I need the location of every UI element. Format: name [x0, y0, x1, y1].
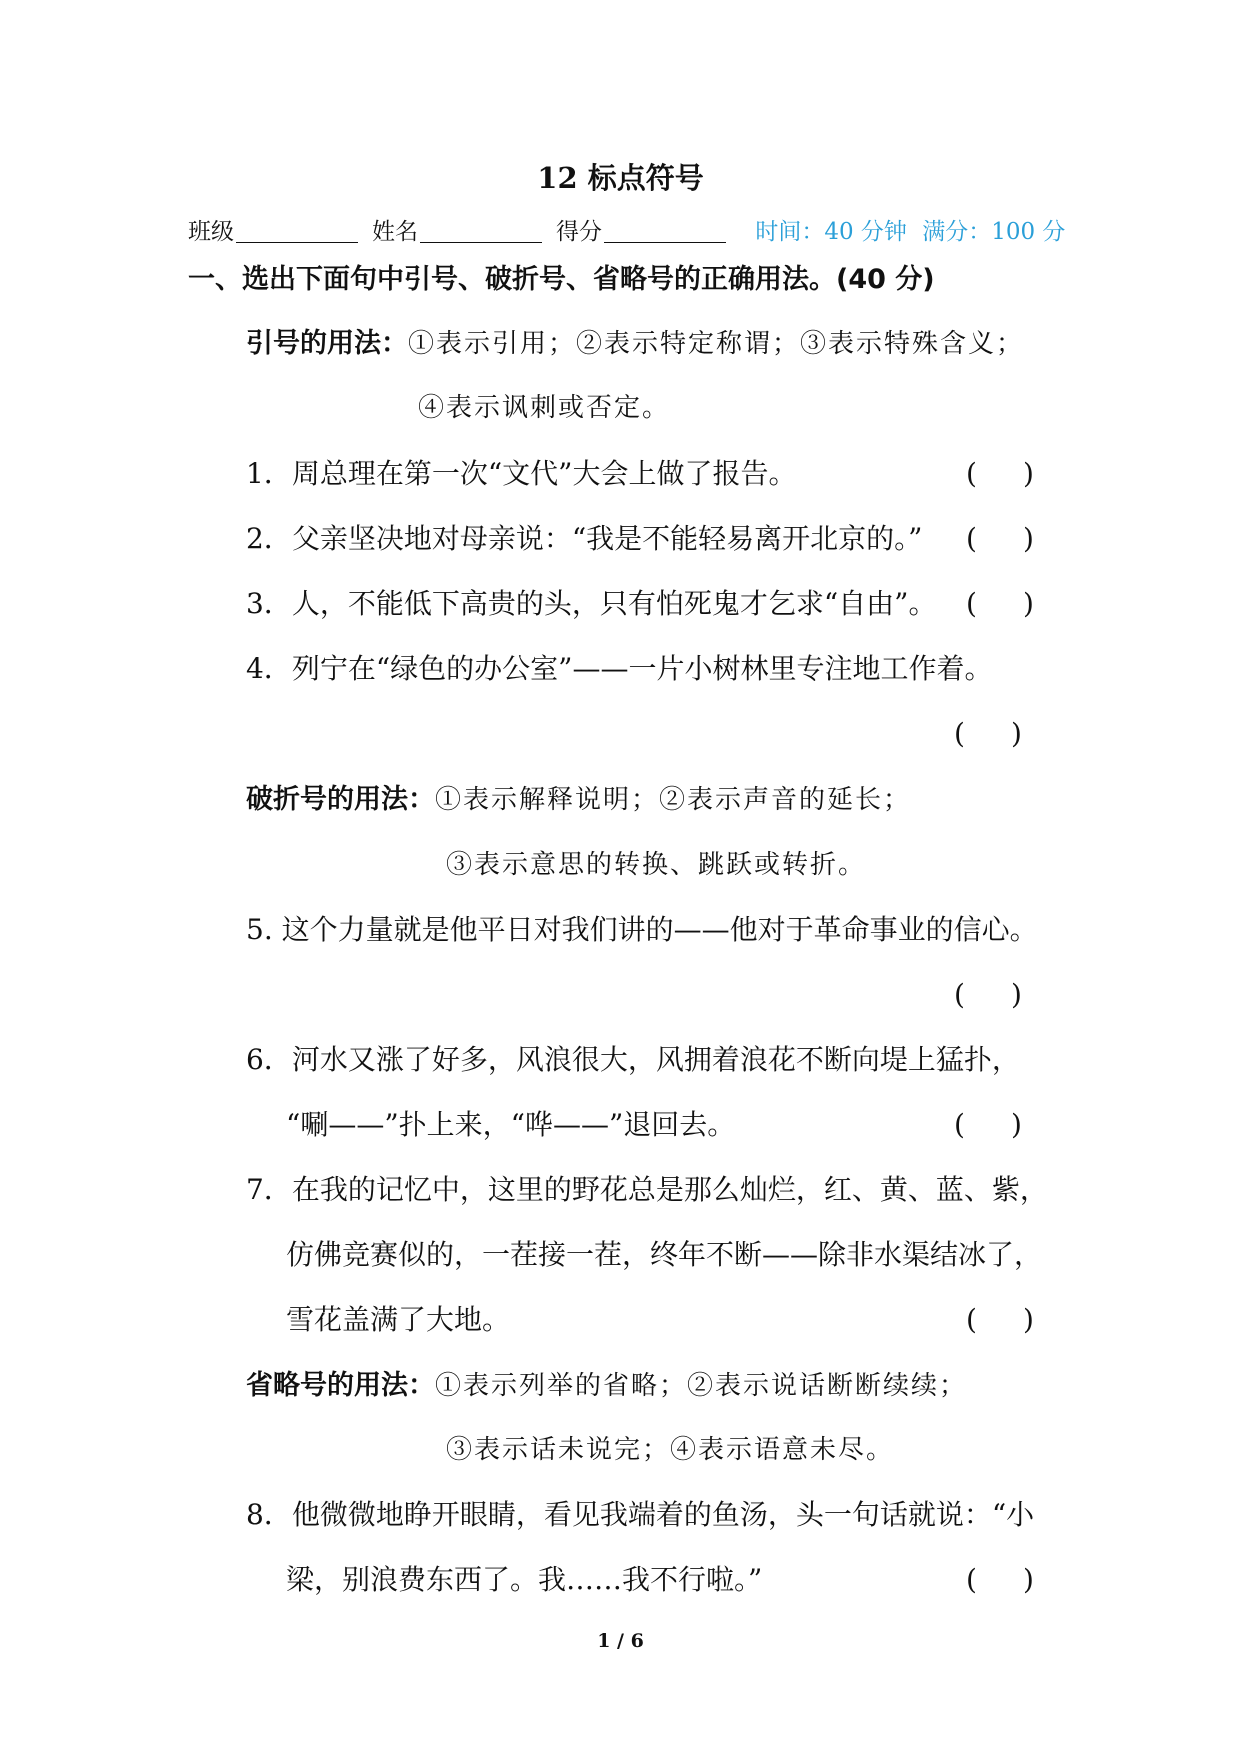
answer-blank-5[interactable]: ( ) [954, 978, 1022, 1011]
time-text: 时间：40 分钟 [755, 219, 907, 245]
info-row [188, 215, 1065, 249]
dash-usage-line1 [246, 779, 911, 820]
answer-blank-8[interactable]: ( ) [966, 1563, 1034, 1596]
ellipsis-usage-line1 [246, 1365, 967, 1406]
answer-blank-2[interactable]: ( ) [966, 522, 1034, 555]
question-7-line2: 仿佛竞赛似的，一茬接一茬，终年不断——除非水渠结冰了， [286, 1238, 1043, 1271]
quote-usage-line2: ④表示讽刺或否定。 [418, 393, 671, 423]
question-7-line1: 7．在我的记忆中，这里的野花总是那么灿烂，红、黄、蓝、紫， [246, 1173, 1048, 1206]
quote-usage-heading: 引号的用法： [246, 328, 408, 359]
answer-blank-6[interactable]: ( ) [954, 1108, 1022, 1141]
question-8-line1: 8．他微微地睁开眼睛，看见我端着的鱼汤，头一句话就说：“小 [246, 1498, 1035, 1531]
dash-usage-line2: ③表示意思的转换、跳跃或转折。 [446, 850, 867, 880]
question-5: 5. 这个力量就是他平日对我们讲的——他对于革命事业的信心。 [246, 913, 1038, 946]
answer-blank-4[interactable]: ( ) [954, 717, 1022, 750]
question-8-line2: 梁，别浪费东西了。我……我不行啦。” [286, 1563, 763, 1596]
page-title: 12 标点符号 [537, 161, 704, 195]
question-4: 4．列宁在“绿色的办公室”——一片小树林里专注地工作着。 [246, 652, 993, 685]
answer-blank-3[interactable]: ( ) [966, 587, 1034, 620]
dash-usage-heading: 破折号的用法： [246, 784, 435, 815]
question-1: 1．周总理在第一次“文代”大会上做了报告。 [246, 457, 797, 490]
quote-usage-text1: ①表示引用；②表示特定称谓；③表示特殊含义； [408, 329, 1025, 359]
question-6-line2: “唰——”扑上来，“哗——”退回去。 [286, 1108, 736, 1141]
question-3: 3．人，不能低下高贵的头，只有怕死鬼才乞求“自由”。 [246, 587, 937, 620]
score-blank[interactable] [604, 218, 726, 243]
answer-blank-7[interactable]: ( ) [966, 1303, 1034, 1336]
question-7-line3: 雪花盖满了大地。 [286, 1303, 511, 1336]
page-number: 1 / 6 [597, 1630, 644, 1652]
section-heading: 一、选出下面句中引号、破折号、省略号的正确用法。(40 分) [188, 264, 935, 295]
ellipsis-usage-line2: ③表示话未说完；④表示语意未尽。 [446, 1435, 895, 1465]
ellipsis-usage-text1: ①表示列举的省略；②表示说话断断续续； [435, 1371, 968, 1401]
name-label: 姓名 [372, 219, 418, 245]
full-score-text: 满分：100 分 [922, 219, 1066, 245]
quote-usage-line1 [246, 323, 1024, 364]
name-blank[interactable] [420, 218, 542, 243]
class-blank[interactable] [236, 218, 358, 243]
class-label: 班级 [188, 219, 234, 245]
answer-blank-1[interactable]: ( ) [966, 457, 1034, 490]
dash-usage-text1: ①表示解释说明；②表示声音的延长； [435, 785, 912, 815]
question-6-line1: 6．河水又涨了好多，风浪很大，风拥着浪花不断向堤上猛扑， [246, 1043, 1020, 1076]
score-label: 得分 [556, 219, 602, 245]
question-2: 2．父亲坚决地对母亲说：“我是不能轻易离开北京的。” [246, 522, 923, 555]
ellipsis-usage-heading: 省略号的用法： [246, 1370, 435, 1401]
